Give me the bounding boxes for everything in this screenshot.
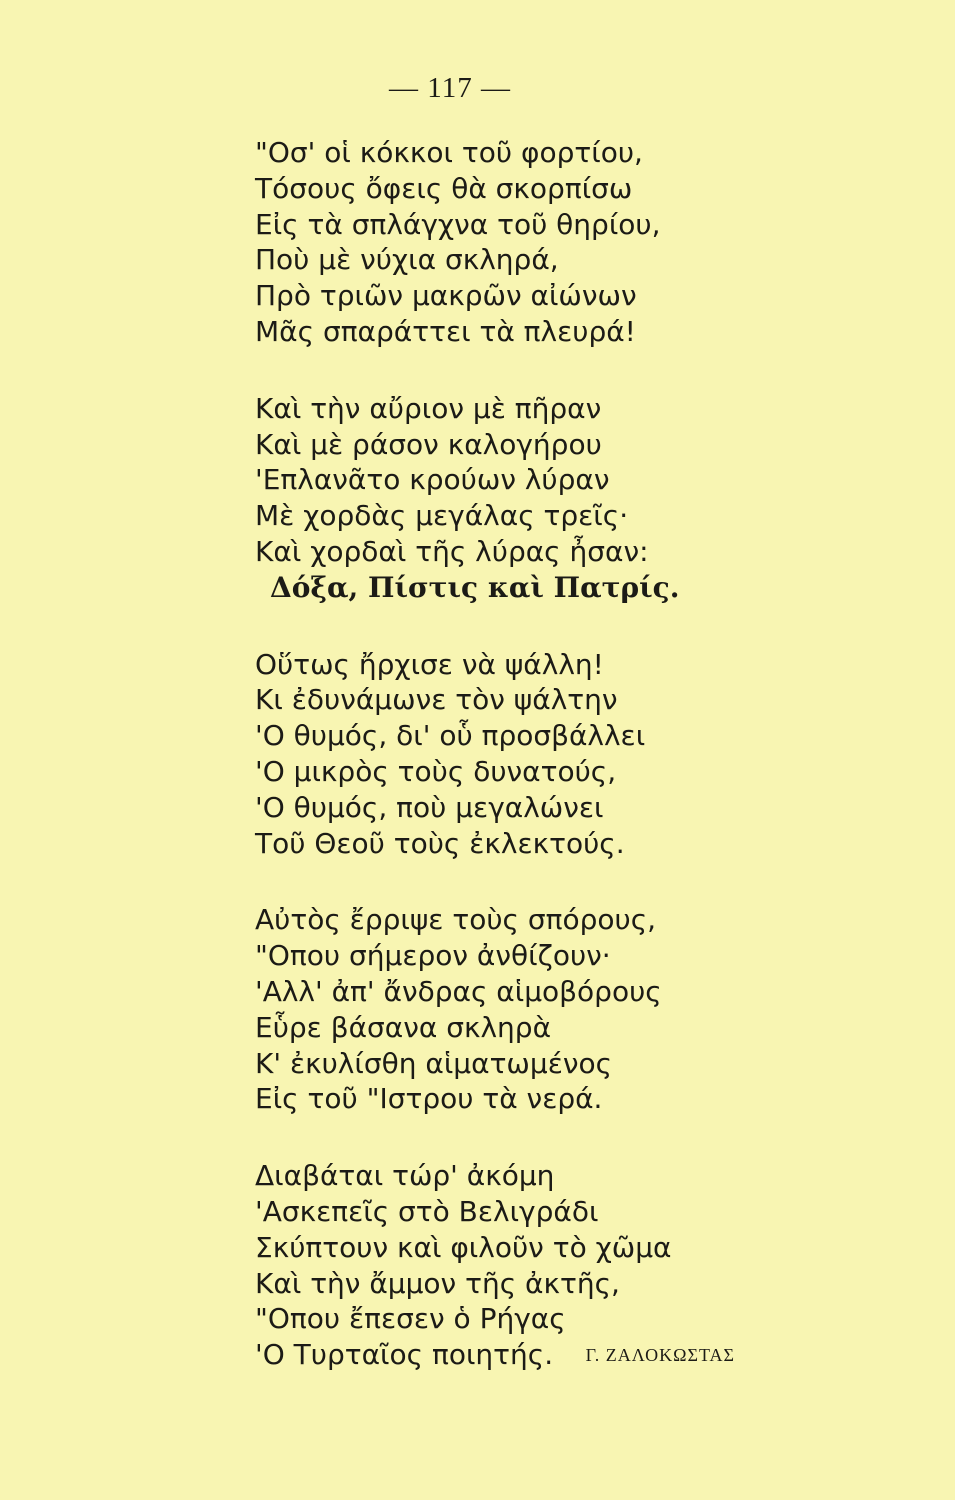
verse-line: Τοῦ Θεοῦ τοὺς ἐκλεκτούς. bbox=[255, 826, 625, 860]
stanza-2 bbox=[255, 391, 815, 606]
stanza-1 bbox=[255, 135, 815, 350]
stanza-3 bbox=[255, 647, 815, 862]
verse-line: Πρὸ τριῶν μακρῶν αἰώνων bbox=[255, 279, 637, 313]
verse-line: Κι ἐδυνάμωνε τὸν ψάλτην bbox=[255, 683, 618, 717]
verse-line: Καὶ χορδαὶ τῆς λύρας ἦσαν: bbox=[255, 534, 649, 568]
verse-line: Καὶ τὴν ἄμμον τῆς ἀκτῆς, bbox=[255, 1266, 620, 1300]
refrain-line: Δόξα, Πίστις καὶ Πατρίς. bbox=[270, 570, 680, 604]
verse-line: "Οσ' οἱ κόκκοι τοῦ φορτίου, bbox=[255, 136, 643, 169]
verse-line: 'Ο Τυρταῖος ποιητής. bbox=[255, 1338, 554, 1372]
verse-line: Τόσους ὄφεις θὰ σκορπίσω bbox=[255, 171, 633, 205]
verse-line: Κ' ἐκυλίσθη αἱματωμένος bbox=[255, 1046, 613, 1080]
verse-line: Διαβάται τώρ' ἀκόμη bbox=[255, 1159, 555, 1193]
verse-line: 'Ο θυμός, δι' οὗ προσβάλλει bbox=[255, 719, 646, 753]
verse-line: Ποὺ μὲ νύχια σκληρά, bbox=[255, 243, 559, 277]
author-signature: Γ. ΖΑΛΟΚΩΣΤΑΣ bbox=[585, 1345, 735, 1365]
verse-line: Εὗρε βάσανα σκληρὰ bbox=[255, 1010, 552, 1044]
verse-line: 'Ο θυμός, ποὺ μεγαλώνει bbox=[255, 790, 604, 824]
poem bbox=[255, 135, 815, 1414]
verse-line: Μᾶς σπαράττει τὰ πλευρά! bbox=[255, 314, 636, 348]
verse-line: 'Ο μικρὸς τοὺς δυνατούς, bbox=[255, 754, 617, 788]
verse-line: Αὐτὸς ἔρριψε τοὺς σπόρους, bbox=[255, 903, 657, 937]
stanza-5 bbox=[255, 1158, 815, 1373]
verse-line: Εἰς τὰ σπλάγχνα τοῦ θηρίου, bbox=[255, 207, 661, 241]
verse-line: 'Ασκεπεῖς στὸ Βελιγράδι bbox=[255, 1194, 599, 1228]
verse-line: "Οπου ἔπεσεν ὁ Ρήγας bbox=[255, 1302, 566, 1336]
stanza-4 bbox=[255, 902, 815, 1117]
page-number: — 117 — bbox=[389, 72, 511, 104]
verse-line: 'Αλλ' ἀπ' ἄνδρας αἱμοβόρους bbox=[255, 974, 662, 1008]
verse-line: Μὲ χορδὰς μεγάλας τρεῖς· bbox=[255, 499, 629, 533]
verse-line: Σκύπτουν καὶ φιλοῦν τὸ χῶμα bbox=[255, 1230, 672, 1264]
verse-line: Καὶ τὴν αὔριον μὲ πῆραν bbox=[255, 391, 602, 425]
verse-line: 'Επλανᾶτο κρούων λύραν bbox=[255, 463, 610, 497]
verse-line: Οὕτως ἤρχισε νὰ ψάλλη! bbox=[255, 647, 604, 681]
verse-line: "Οπου σήμερον ἀνθίζουν· bbox=[255, 939, 611, 973]
verse-line: Καὶ μὲ ράσον καλογήρου bbox=[255, 427, 602, 461]
verse-line: Εἰς τοῦ "Ιστρου τὰ νερά. bbox=[255, 1082, 603, 1116]
